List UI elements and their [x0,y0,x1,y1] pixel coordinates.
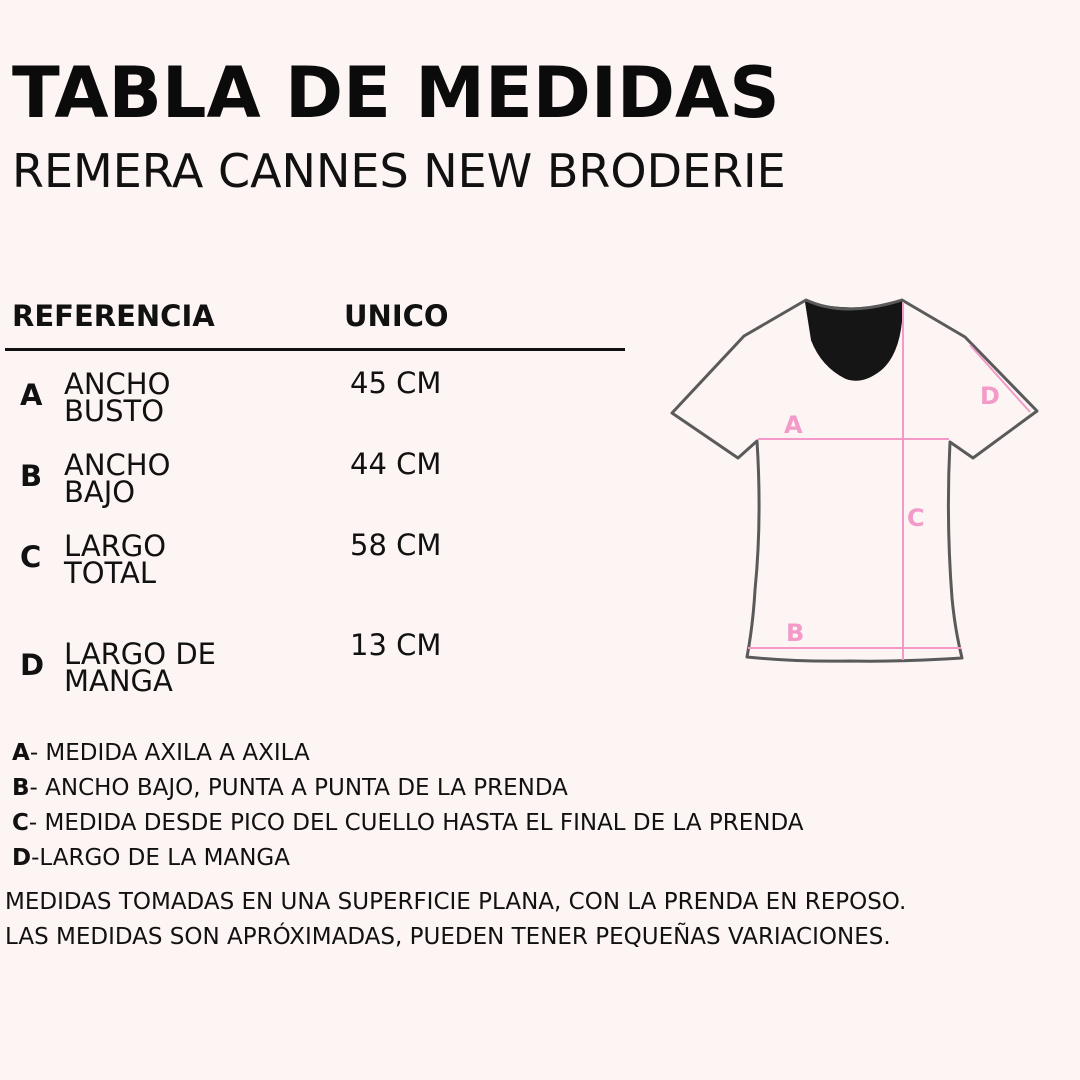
note-text: - ANCHO BAJO, PUNTA A PUNTA DE LA PRENDA [29,775,568,801]
measure-label-a: A [784,411,803,439]
footer-line: LAS MEDIDAS SON APRÓXIMADAS, PUEDEN TENER PEQUEÑAS VARIACIONES. [5,924,891,950]
column-header-reference: REFERENCIA [12,299,215,333]
measure-label-b: B [786,619,805,647]
measure-label-c: C [907,504,925,532]
row-letter: D [20,648,45,682]
neckline-icon [806,302,902,380]
column-header-size: UNICO [344,299,449,333]
note-text: - MEDIDA AXILA A AXILA [29,740,310,766]
row-label-line: BUSTO [64,394,165,428]
row-letter: B [20,459,43,493]
measure-line-d [970,345,1030,412]
row-label [64,637,304,698]
row-label [64,529,304,590]
row-label-line: MANGA [64,664,173,698]
footer-line: MEDIDAS TOMADAS EN UNA SUPERFICIE PLANA, CON LA PRENDA EN REPOSO. [5,889,907,915]
row-label [64,367,304,428]
header-rule [5,348,625,351]
measure-label-d: D [980,382,1000,410]
note-letter: B [12,775,30,801]
note-item [12,777,568,800]
row-letter: C [20,540,42,574]
note-item [12,742,310,765]
row-label-line: LARGO DE [64,637,216,671]
note-item [12,847,290,870]
note-letter: D [12,845,32,871]
note-text: -LARGO DE LA MANGA [31,845,290,871]
row-label [64,448,304,509]
note-item [12,812,804,835]
row-value: 44 CM [350,447,442,481]
page-title: TABLA DE MEDIDAS [12,52,780,134]
row-letter: A [20,378,43,412]
row-value: 58 CM [350,528,442,562]
row-value: 13 CM [350,628,442,662]
note-text: - MEDIDA DESDE PICO DEL CUELLO HASTA EL FINAL DE LA PRENDA [28,810,804,836]
row-label-line: ANCHO [64,448,171,482]
row-label-line: LARGO [64,529,167,563]
row-label-line: ANCHO [64,367,171,401]
page-subtitle: REMERA CANNES NEW BRODERIE [12,144,786,198]
note-letter: A [12,740,30,766]
tshirt-diagram [660,290,1060,680]
row-value: 45 CM [350,366,442,400]
note-letter: C [12,810,29,836]
row-label-line: BAJO [64,475,136,509]
row-label-line: TOTAL [64,556,156,590]
